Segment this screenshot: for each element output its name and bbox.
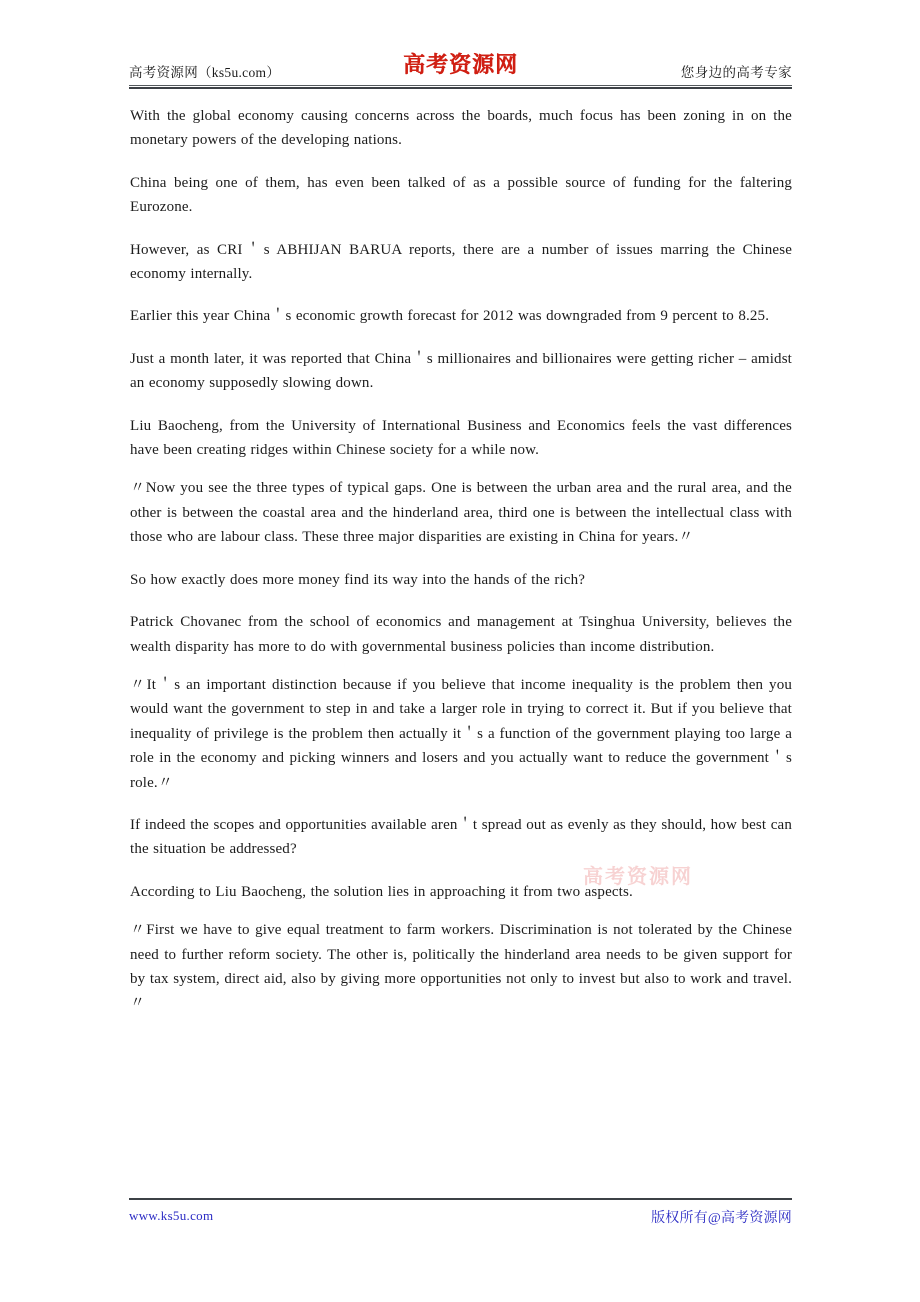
quoted-paragraph: 〃Now you see the three types of typical gaps. One is between the urban area and the rural area, and the other is between the coastal area and the hinderland area, third one is between the intellectual class with those who are labour class. These three major disparities are existing in China for years.〃 <box>130 480 792 546</box>
paragraph: Patrick Chovanec from the school of economics and management at Tsinghua University, believes the wealth disparity has more to do with governmental business policies than income distribution. <box>130 614 792 655</box>
footer-website-link[interactable]: www.ks5u.com <box>129 1208 214 1223</box>
header-site-name: 高考资源网（ks5u.com） <box>129 65 281 80</box>
quoted-paragraph: 〃It＇s an important distinction because if you believe that income inequality is the problem then you would want the government to step in and take a larger role in trying to correct it. But if you believe that inequality of privilege is the problem then actually it＇s a function of the government playing too large a role in the economy and picking winners and losers and you actually want to reduce the government＇s role.〃 <box>130 676 792 791</box>
paragraph: According to Liu Baocheng, the solution lies in approaching it from two aspects. <box>130 883 633 900</box>
paragraph: Just a month later, it was reported that China＇s millionaires and billionaires were getting richer – amidst an economy supposedly slowing down. <box>130 350 792 392</box>
footer-divider-thick-line <box>129 1198 792 1200</box>
paragraph: With the global economy causing concerns across the boards, much focus has been zoning in on the monetary powers of the developing nations. <box>130 108 792 149</box>
paragraph: However, as CRI＇s ABHIJAN BARUA reports, there are a number of issues marring the Chinese economy internally. <box>130 241 792 283</box>
paragraph: So how exactly does more money find its way into the hands of the rich? <box>130 571 586 588</box>
header-logo: 高考资源网 <box>402 52 519 78</box>
header-tagline: 您身边的高考专家 <box>680 65 792 80</box>
article-body <box>130 104 792 1016</box>
paragraph: China being one of them, has even been talked of as a possible source of funding for the faltering Eurozone. <box>130 174 792 216</box>
header-divider <box>129 85 792 89</box>
paragraph: If indeed the scopes and opportunities available aren＇t spread out as evenly as they should, how best can the situation be addressed? <box>130 816 792 858</box>
paragraph: Liu Baocheng, from the University of International Business and Economics feels the vast differences have been creating ridges within Chinese society for a while now. <box>130 417 792 459</box>
quoted-paragraph: 〃First we have to give equal treatment to farm workers. Discrimination is not tolerated by the Chinese need to further reform society. The other is, politically the hinderland area needs to be given support for by tax system, direct aid, also by giving more opportunities not only to invest but also to work and travel.〃 <box>130 922 792 1012</box>
header-row <box>129 48 792 82</box>
page-footer <box>129 1198 792 1238</box>
footer-copyright: 版权所有@高考资源网 <box>651 1211 792 1226</box>
header-divider-thin-line <box>129 85 792 86</box>
page-header <box>129 48 792 90</box>
paragraph: Earlier this year China＇s economic growth forecast for 2012 was downgraded from 9 percent to 8.25. <box>130 308 770 325</box>
footer-divider <box>129 1198 792 1201</box>
watermark-text: 高考资源网 <box>583 864 693 888</box>
header-divider-thick-line <box>129 87 792 89</box>
